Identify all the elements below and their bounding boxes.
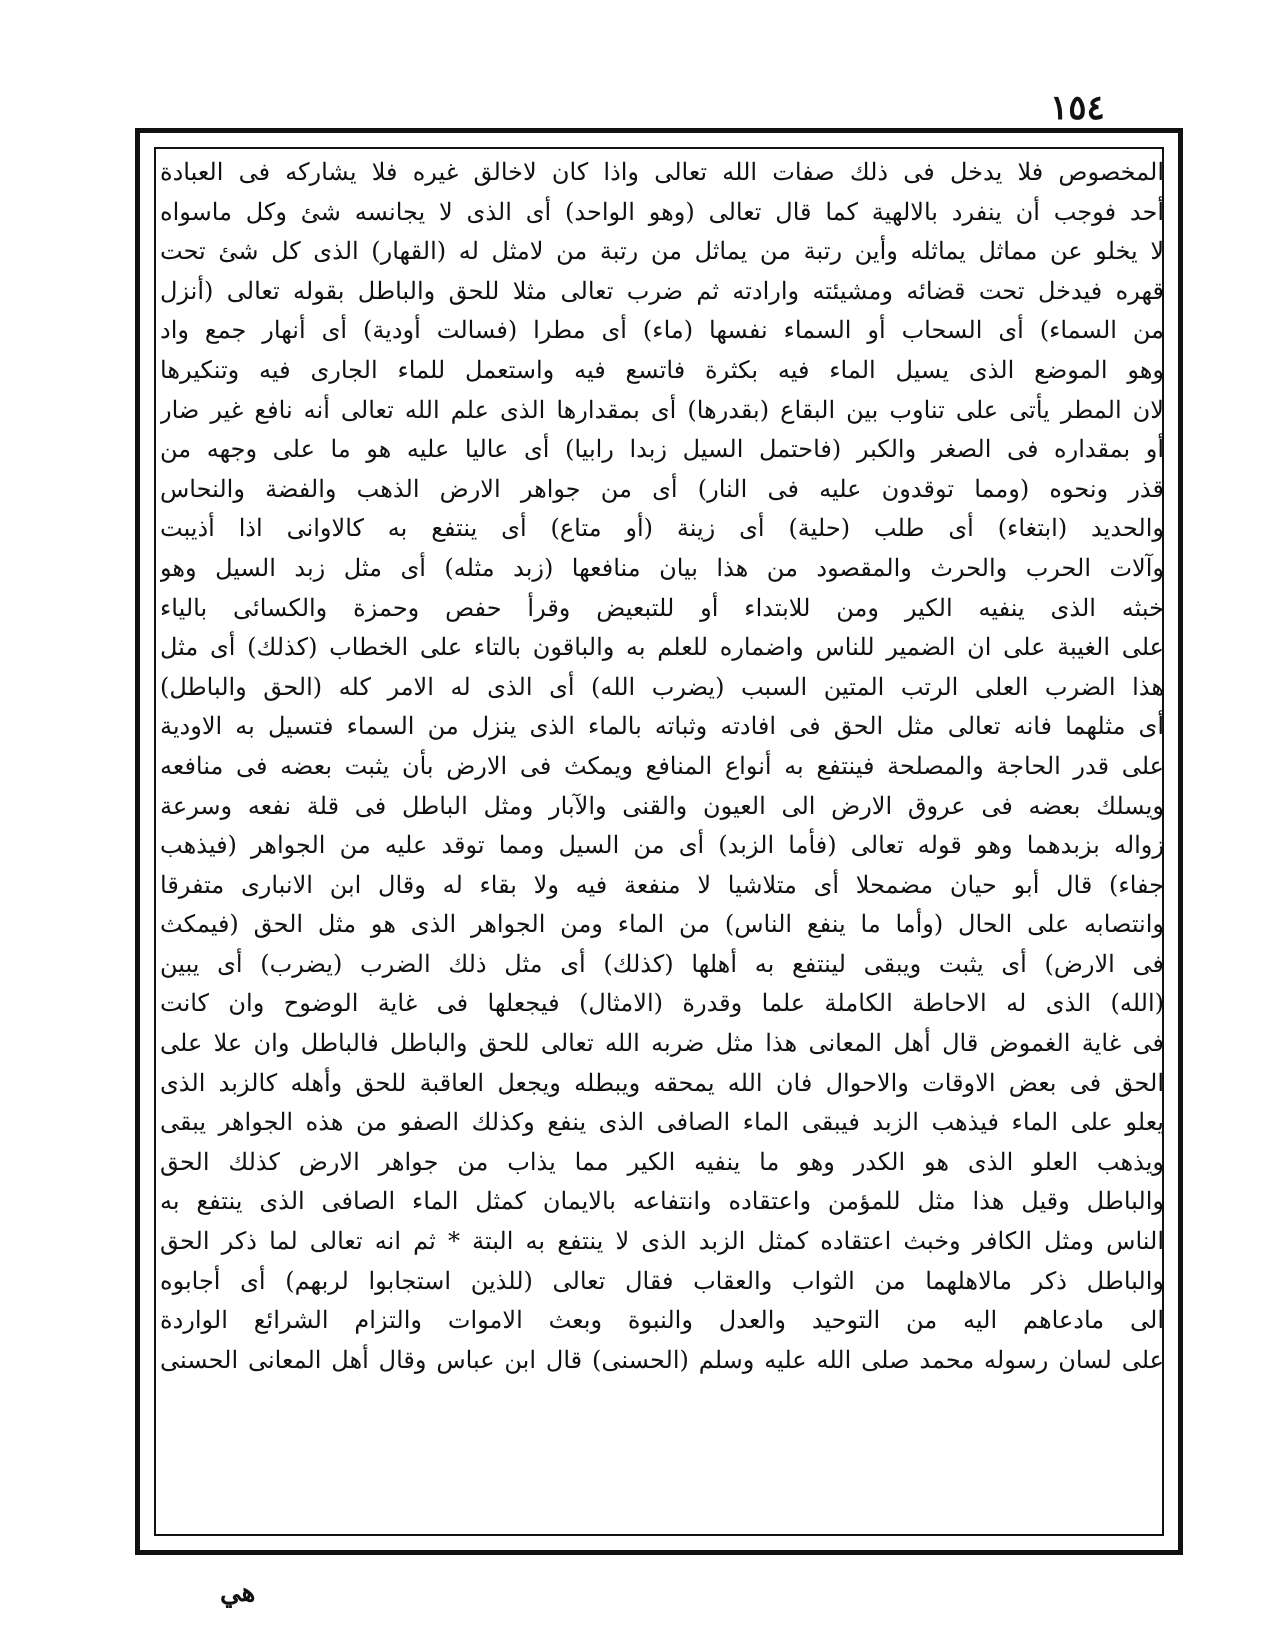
text-line: المخصوص فلا يدخل فى ذلك صفات الله تعالى واذا كان لاخالق غيره فلا يشاركه فى العبادة — [160, 158, 1164, 186]
text-line: والحديد (ابتغاء) أى طلب (حلية) أى زينة (أو متاع) أى ينتفع به كالاوانى اذا أذيبت — [160, 514, 1164, 543]
text-line: ويسلك بعضه فى عروق الارض الى العيون والقنى والآبار ومثل الباطل فى قلة نفعه وسرعة — [160, 791, 1164, 820]
text-line: الى مادعاهم اليه من التوحيد والعدل والنبوة وبعث الاموات والتزام الشرائع الواردة — [160, 1306, 1164, 1335]
text-line: زواله بزبدهما وهو قوله تعالى (فأما الزبد) أى من السيل ومما توقد عليه من الجواهر (فيذهب — [160, 831, 1164, 860]
text-line: وهو الموضع الذى يسيل الماء فيه بكثرة فاتسع فيه واستعمل للماء الجارى فيه وتنكيرها — [160, 355, 1164, 384]
text-line: جفاء) قال أبو حيان مضمحلا أى متلاشيا لا منفعة فيه ولا بقاء له وقال ابن الانبارى متفرقا — [160, 870, 1164, 899]
text-line: والباطل ذكر مالاهلهما من الثواب والعقاب فقال تعالى (للذين استجابوا لربهم) أى أجابوه — [160, 1266, 1164, 1295]
text-line: أى مثلهما فانه تعالى مثل الحق فى افادته وثباته بالماء الذى ينزل من السماء فتسيل به الاودية — [160, 712, 1164, 741]
text-line: من السماء) أى السحاب أو السماء نفسها (ماء) أى مطرا (فسالت أودية) أى أنهار جمع واد — [160, 316, 1164, 345]
text-line: فى الارض) أى يثبت ويبقى لينتفع به أهلها (كذلك) أى مثل ذلك الضرب (يضرب) أى يبين — [160, 949, 1164, 978]
text-line: الناس ومثل الكافر وخبث اعتقاده كمثل الزبد الذى لا ينتفع به البتة * ثم انه تعالى لما ذكر الحق — [160, 1227, 1164, 1256]
text-line: هذا الضرب العلى الرتب المتين السبب (يضرب الله) أى الذى له الامر كله (الحق والباطل) — [160, 672, 1164, 701]
text-line: خبثه الذى ينفيه الكير ومن للابتداء أو للتبعيض وقرأ حفص وحمزة والكسائى بالياء — [160, 593, 1164, 622]
text-line: على الغيبة على ان الضمير للناس واضماره للعلم به والباقون بالتاء على الخطاب (كذلك) أى مثل — [160, 633, 1164, 662]
text-line: لان المطر يأتى على تناوب بين البقاع (بقدرها) أى بمقدارها الذى علم الله تعالى أنه نافع غير ضار — [160, 395, 1164, 424]
text-line: يعلو على الماء فيذهب الزبد فيبقى الماء الصافى الذى ينفع وكذلك الصفو من هذه الجواهر يبقى — [160, 1108, 1164, 1137]
text-line: وآلات الحرب والحرث والمقصود من هذا بيان منافعها (زبد مثله) أى مثل زبد السيل وهو — [160, 553, 1164, 582]
page-number: ١٥٤ — [1050, 88, 1105, 128]
text-line: على لسان رسوله محمد صلى الله عليه وسلم (الحسنى) قال ابن عباس وقال أهل المعانى الحسنى — [160, 1345, 1164, 1374]
text-line: الحق فى بعض الاوقات والاحوال فان الله يمحقه ويبطله ويجعل العاقبة للحق وأهله كالزبد الذى — [160, 1068, 1164, 1097]
text-line: قهره فيدخل تحت قضائه ومشيئته وارادته ثم ضرب تعالى مثلا للحق والباطل بقوله تعالى (أنزل — [160, 276, 1164, 305]
page-border-outer — [135, 128, 1183, 1555]
text-line: أحد فوجب أن ينفرد بالالهية كما قال تعالى (وهو الواحد) أى الذى لا يجانسه شئ وكل ماسواه — [160, 197, 1164, 226]
main-text-body — [160, 153, 1164, 1536]
text-line: ويذهب العلو الذى هو الكدر وهو ما ينفيه الكير مما يذاب من جواهر الارض كذلك الحق — [160, 1147, 1164, 1176]
text-line: فى غاية الغموض قال أهل المعانى هذا مثل ضربه الله تعالى للحق والباطل فالباطل وان علا على — [160, 1029, 1164, 1058]
text-line: (الله) الذى له الاحاطة الكاملة علما وقدرة (الامثال) فيجعلها فى غاية الوضوح وان كانت — [160, 989, 1164, 1018]
text-line: وانتصابه على الحال (وأما ما ينفع الناس) من الماء ومن الجواهر الذى هو مثل الحق (فيمكث — [160, 910, 1164, 939]
text-line: على قدر الحاجة والمصلحة فينتفع به أنواع المنافع ويمكث فى الارض بأن يثبت بعضه فى منافعه — [160, 751, 1164, 780]
text-line: أو بمقداره فى الصغر والكبر (فاحتمل السيل زبدا رابيا) أى عاليا عليه هو ما على وجهه من — [160, 435, 1164, 464]
text-line: لا يخلو عن مماثل يماثله وأين رتبة من يماثل من رتبة من لامثل له (القهار) الذى كل شئ تحت — [160, 237, 1164, 266]
catchword: هي — [220, 1578, 256, 1608]
text-line: قذر ونحوه (ومما توقدون عليه فى النار) أى من جواهر الارض الذهب والفضة والنحاس — [160, 474, 1164, 503]
text-line: والباطل وقيل هذا مثل للمؤمن واعتقاده وانتفاعه بالايمان كمثل الماء الصافى الذى ينتفع به — [160, 1187, 1164, 1216]
